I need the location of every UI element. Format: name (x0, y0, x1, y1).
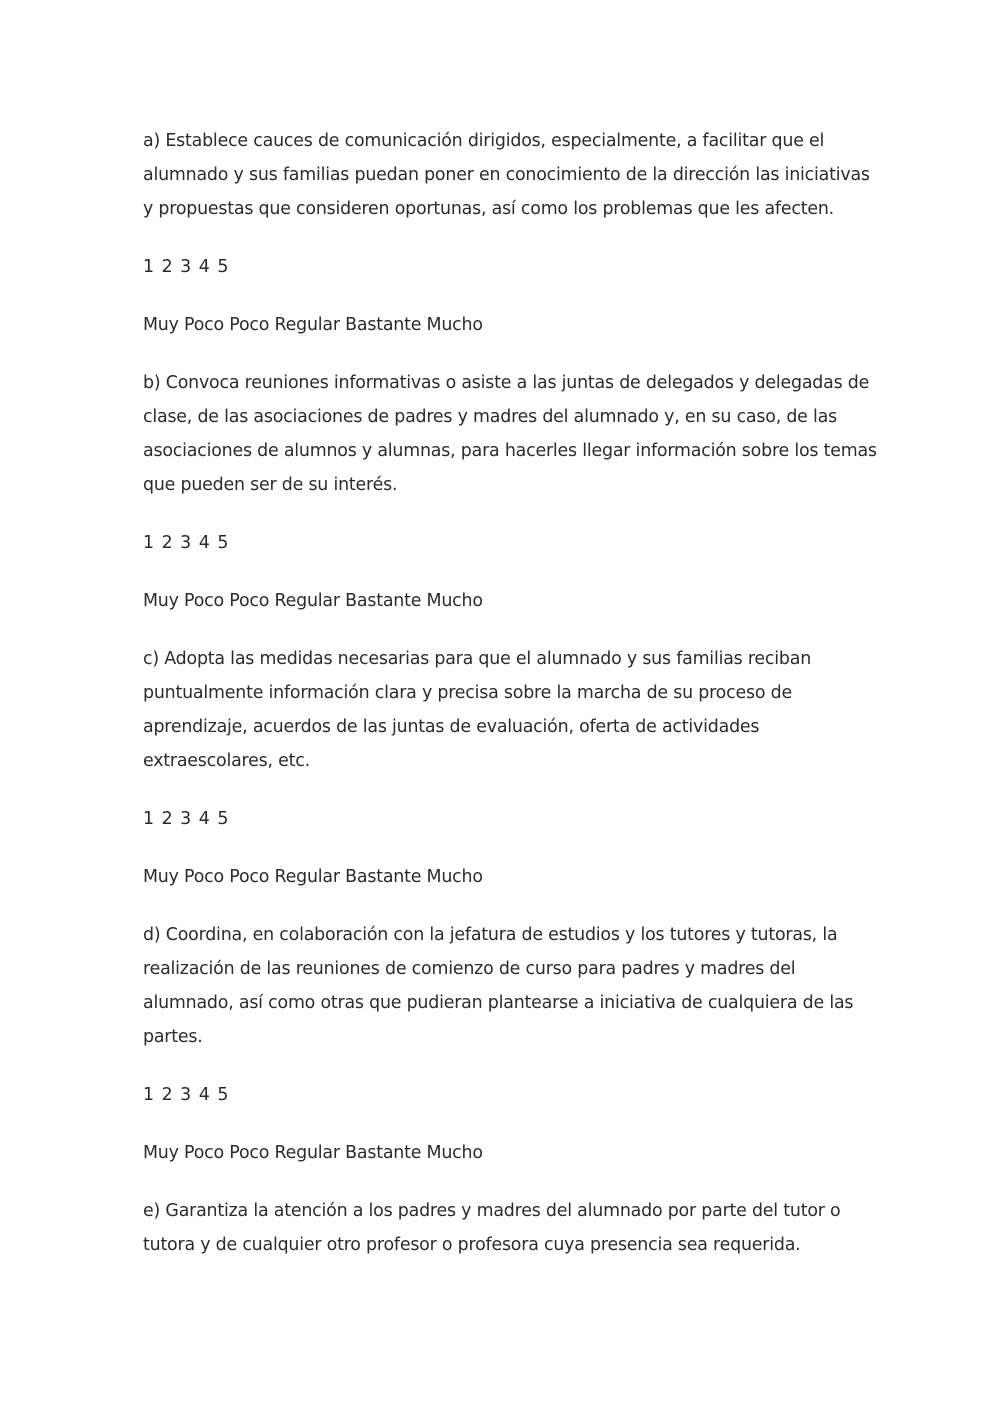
rating-scale-labels: Muy Poco Poco Regular Bastante Mucho (143, 591, 483, 611)
rating-scale-numbers: 1 2 3 4 5 (143, 1085, 230, 1105)
rating-scale-numbers: 1 2 3 4 5 (143, 533, 230, 553)
question-e (143, 1194, 880, 1262)
question-text: a) Establece cauces de comunicación dirigidos, especialmente, a facilitar que el alumnado y sus familias puedan poner en conocimiento de la dirección las iniciativas y propuestas que consideren oportunas, así como los problemas que les afecten. (143, 131, 870, 219)
question-text: d) Coordina, en colaboración con la jefatura de estudios y los tutores y tutoras, la realización de las reuniones de comienzo de curso para padres y madres del alumnado, así como otras que pudieran plantearse a iniciativa de cualquiera de las partes. (143, 925, 854, 1047)
question-text: b) Convoca reuniones informativas o asiste a las juntas de delegados y delegadas de clase, de las asociaciones de padres y madres del alumnado y, en su caso, de las asociaciones de alumnos y alumnas, para hacerles llegar información sobre los temas que pueden ser de su interés. (143, 373, 877, 495)
question-b (143, 366, 880, 618)
rating-scale-labels: Muy Poco Poco Regular Bastante Mucho (143, 867, 483, 887)
question-c (143, 642, 880, 894)
rating-scale-numbers: 1 2 3 4 5 (143, 257, 230, 277)
question-a (143, 124, 880, 342)
question-d (143, 918, 880, 1170)
question-text: e) Garantiza la atención a los padres y madres del alumnado por parte del tutor o tutora y de cualquier otro profesor o profesora cuya presencia sea requerida. (143, 1201, 841, 1255)
rating-scale-labels: Muy Poco Poco Regular Bastante Mucho (143, 1143, 483, 1163)
question-text: c) Adopta las medidas necesarias para que el alumnado y sus familias reciban puntualmente información clara y precisa sobre la marcha de su proceso de aprendizaje, acuerdos de las juntas de evaluación, oferta de actividades extraescolares, etc. (143, 649, 812, 771)
rating-scale-labels: Muy Poco Poco Regular Bastante Mucho (143, 315, 483, 335)
rating-scale-numbers: 1 2 3 4 5 (143, 809, 230, 829)
